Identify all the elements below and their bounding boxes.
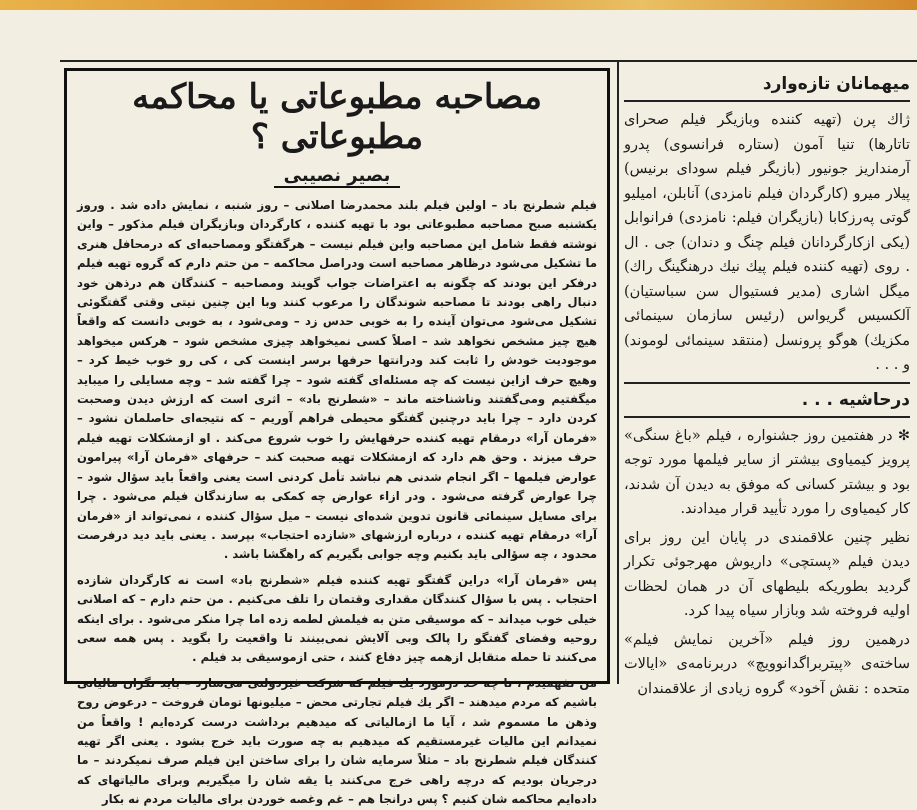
guests-title: میهمانان تازه‌وارد <box>762 74 910 94</box>
byline-text: بصیر نصیبی <box>274 165 401 188</box>
section-rule <box>624 382 910 384</box>
article-headline: مصاحبه مطبوعاتی یا محاکمه مطبوعاتی ؟ <box>132 77 542 157</box>
margin-rule <box>624 416 910 418</box>
column-rule <box>617 60 619 684</box>
article-byline <box>77 165 597 186</box>
article-paragraph: فیلم شطرنج باد – اولین فیلم بلند محمدرضا اصلانی – روز شنبه ، نمایش داده شد . وروز یکشنبه صبح مصاحبه مطبوعاتی بود با تهیه کننده ، کارگردان وبازیگران فیلم مذکور – واین نوشته فقط شامل این مصاحبه واین فیلم نیست – هرگفتگو ومصاحبه‌ای که درمحافل هنری ما تشکیل می‌شود درظاهر مصاحبه است ودراصل محاکمه – من حتم دارم که گروه تهیه فیلم درفکر این بودند که چگونه به اعتراضات جواب گویند ومصاحبه – کنندگان هم درذهن خود دنبال راهی بودند تا مصاحبه شوندگان را مرعوب کنند وبا این چنین نیتی وقتی گفتگوئی تشکیل می‌شود می‌توان آینده را به خوبی حدس زد – ومی‌شود ، به خوبی دانست که واقعاً هیچ چیز مشخص نخواهد شد – اصلاً کسی نمیخواهد چیزی مشخص شود – هرکس میخواهد موجودیت خودش را ثابت کند ودرانتها حرفها برسر اینست کی ، کی رو خوب خیط کرد – وهیچ حرف ازاین نیست که چه مسئله‌ای گفته شود – چرا گفته شد – وچه مسایلی را میباید میگفتیم ومی‌گفتند وناشناخته ماند – «شطرنج باد» – اثری است که ارزش دیدن وصحبت کردن دارد – چرا باید درچنین گفتگو محیطی فراهم آوریم – که نتیجه‌ای حاصلمان نشود – «فرمان آرا» درمقام تهیه کننده حرفهایش را خوب شروع می‌کند . او ازمشکلات تهیه فیلم حرف میزند . وحق هم دارد که ازمشکلات تهیه صحبت کند – حرفهای «فرمان آرا» پیرامون عوارض فیلمها – اگر انجام شدنی هم نباشد تأمل کردنی است یعنی واقعاً باید سؤال شود – چرا عوارض گرفته می‌شود . ودر ازاء عوارض چه کمکی به سازندگان فیلم می‌شود . چرا برای مسایل سینمائی قانون تدوین شده‌ای نیست – میل سؤال کننده ، نمی‌تواند از «فرمان آرا» درمقام تهیه کننده ، درباره ارزشهای «شازده احتجاب» بپرسد . یعنی باید دید درفرصت محدود ، چه سؤالی باید بکنیم وچه جوابی بگیریم که راهگشا باشد . <box>77 198 597 562</box>
sidebar-column <box>624 68 910 697</box>
top-rule <box>60 60 917 62</box>
margin-paragraph: ✻ در هفتمین روز جشنواره ، فیلم «باغ سنگی» پرویز کیمیاوی بیشتر از سایر فیلمها مورد توجه بود و بیشتر کسانی که موفق به دیدن آن شدند، کار کیمیاوی را مورد تأیید قرار میدادند. <box>624 427 910 517</box>
margin-paragraph: درهمین روز فیلم «آخرین نمایش فیلم» ساخته‌ی «پیتربراگدانوویچ» دربرنامه‌ی «ایالات متحده : نقش آخود» گروه زیادی از علاقمندان <box>624 631 910 697</box>
article-paragraph: من نفهمیدم ، تا چه حد درمورد یك فیلم که شرکت غیردولتی می‌سازد – باید نگران مالیاتی باشیم که مردم میدهند – اگر یك فیلم تجارتی محض – میلیونها تومان فروخت – درعوض روح وذهن ما مسموم شد ، آیا ما ازمالیاتی که میدهیم برداشت درست کرده‌ایم ! واقعاً من نمیدانم این مالیات غیرمستقیم که میدهیم به چه صورت باید خرج بشود . یعنی اگر تهیه کنندگان فیلم شطرنج باد – مثلاً سرمایه شان را برای ساختن این فیلم صرف نمیکردند – ما درجریان بودیم که درچه راهی خرج می‌کنند یا یقه شان را میگیریم وبرای مالیاتهای که داده‌ایم محاکمه شان کنیم ؟ پس درانجا هم – غم وغصه خوردن برای مالیات مردم نه بکار <box>77 675 597 807</box>
guests-rule <box>624 100 910 102</box>
article-paragraph: پس «فرمان آرا» دراین گفتگو تهیه کننده فیلم «شطرنج باد» است نه کارگردان شازده احتجاب . پس با سؤال کنندگان مقداری وقتمان را تلف می‌کنیم . من حتم دارم – که اصلانی خیلی خوب میداند – که موسیقی متن به فیلمش لطمه زده اما چرا منکر می‌شود . برای اینکه روحیه وفضای گفتگو را پالک وبی آلایش نمی‌بینند تا واقعیت را بگوید . پس همه سعی می‌کنند تا حمله متقابل ازهمه چیز دفاع کنند ، حتی ازموسیقی بد فیلم . <box>77 572 597 665</box>
main-article <box>64 68 610 807</box>
guests-text: ژاك پرن (تهیه کننده وبازیگر فیلم صحرای تاتارها) تنیا آمون (ستاره فرانسوی) پدرو آرمنداریز جونیور (بازیگر فیلم سودای برنیس) پیلار میرو (کارگردان فیلم نامزدی) آنابلن، امیلیو گوتی په‌رزکابا (بازیگران فیلم: نامزدی) فرانوابل (یکی ازکارگردانان فیلم چنگ و دندان) جی . ال . روی (تهیه کننده فیلم پیك نیك درهنگینگ راك) میگل اشاری (مدیر فستیوال سن سباستیان) آلکسیس گریواس (رئیس سازمان سینمائی مکزیك) هوگو پرونسل (منتقد سینمائی لوموند) و . . . <box>624 112 910 373</box>
article-body <box>77 196 597 810</box>
margin-paragraph: نظیر چنین علاقمندی در پایان این روز برای دیدن فیلم «پستچی» داریوش مهرجوئی تکرار گردید بطوریکه بلیطهای آن در همان لحظات اولیه فروخته شد وبازار سیاه پیدا کرد. <box>624 529 910 619</box>
top-color-band <box>0 0 917 10</box>
margin-title: درحاشیه . . . <box>801 389 910 410</box>
